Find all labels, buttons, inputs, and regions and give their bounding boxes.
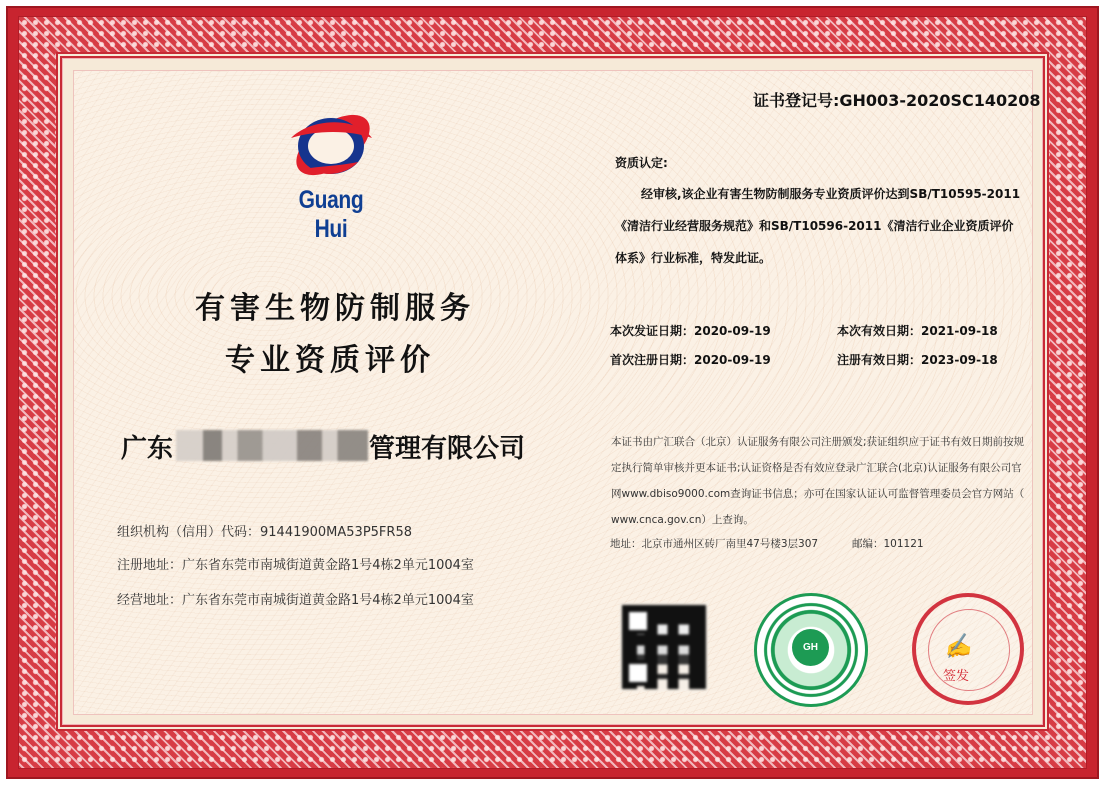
postcode: 邮编：101121 (852, 538, 924, 550)
certificate-paper (73, 70, 1033, 715)
certificate-title-line-2: 专业资质评价 (225, 344, 435, 377)
first-registration-date: 首次注册日期：2020-09-19 (610, 353, 771, 367)
certificate-title-line-1: 有害生物防制服务 (195, 292, 475, 325)
note-line-4: www.cnca.gov.cn）上查询。 (611, 514, 754, 526)
note-line-2: 定执行简单审核并更本证书;认证资格是否有效应登录广汇联合(北京)认证服务有限公司官 (611, 462, 1022, 474)
issue-date: 本次发证日期：2020-09-19 (610, 324, 771, 338)
qualification-label: 资质认定: (615, 156, 668, 170)
logo-text: Guang Hui (298, 186, 364, 243)
company-name-prefix: 广东 (121, 434, 174, 464)
redacted-company-name (176, 430, 368, 461)
blurred-qr-code (620, 603, 708, 691)
registration-valid-date: 注册有效日期：2023-09-18 (837, 353, 998, 367)
green-globe-icon: GH (792, 629, 829, 666)
valid-date: 本次有效日期：2021-09-18 (837, 324, 998, 338)
qualification-line-1: 经审核,该企业有害生物防制服务专业资质评价达到SB/T10595-2011 (641, 187, 1021, 201)
company-name-suffix: 管理有限公司 (369, 434, 526, 464)
registration-number: 证书登记号:GH003-2020SC140208 (753, 91, 1041, 110)
signature-icon: ✍ (941, 631, 974, 662)
guanghui-logo-mark (281, 108, 381, 190)
note-line-1: 本证书由广汇联合（北京）认证服务有限公司注册颁发;获证组织应于证书有效日期前按规 (611, 436, 1025, 448)
guanghui-logo (281, 108, 381, 243)
seal-sign-label: 签发 (943, 669, 970, 684)
organization-code: 组织机构（信用）代码：91441900MA53P5FR58 (117, 525, 412, 540)
registered-address: 注册地址：广东省东莞市南城街道黄金路1号4栋2单元1004室 (117, 558, 474, 573)
note-line-3: 网www.dbiso9000.com查询证书信息；亦可在国家认证认可监督管理委员会官方网站（ (611, 488, 1025, 500)
company-address: 地址：北京市通州区砖厂南里47号楼3层307 (610, 538, 819, 550)
cleaning-service-seal (754, 593, 868, 707)
qualification-line-2: 《清洁行业经营服务规范》和SB/T10596-2011《清洁行业企业资质评价 (615, 219, 1014, 233)
business-address: 经营地址：广东省东莞市南城街道黄金路1号4栋2单元1004室 (117, 593, 474, 608)
qualification-line-3: 体系》行业标准，特发此证。 (615, 251, 772, 265)
